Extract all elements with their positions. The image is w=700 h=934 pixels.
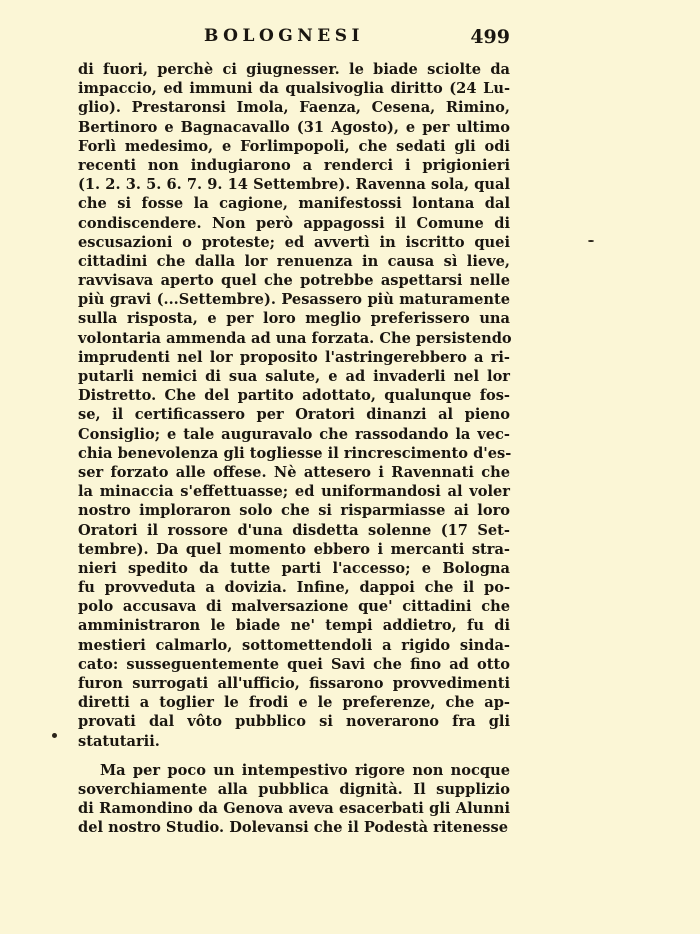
text-line: Ma per poco un intempestivo rigore non nocque: [100, 761, 510, 779]
text-line: sulla risposta, e per loro meglio preferissero una: [78, 310, 510, 328]
paragraph-1: [78, 60, 510, 751]
ink-speck: [52, 733, 57, 738]
text-line: volontaria ammenda ad una forzata. Che persistendo: [78, 329, 512, 347]
text-line: che si fosse la cagione, manifestossi lontana dal: [78, 195, 510, 213]
page-number: 499: [470, 26, 510, 48]
text-line: Oratori il rossore d'una disdetta solenne (17 Set-: [78, 521, 510, 539]
text-line: del nostro Studio. Dolevansi che il Podestà ritenesse: [78, 819, 509, 837]
text-line: mestieri calmarlo, sottomettendoli a rigido sinda-: [78, 636, 510, 654]
paragraph-2: [78, 761, 510, 838]
text-line: statutarii.: [78, 732, 160, 750]
text-line: soverchiamente alla pubblica dignità. Il supplizio: [78, 780, 510, 798]
text-line: glio). Prestaronsi Imola, Faenza, Cesena, Rimino,: [78, 99, 510, 117]
text-line: più gravi (...Settembre). Pesassero più maturamente: [78, 291, 510, 309]
text-line: cittadini che dalla lor renuenza in causa sì lieve,: [78, 252, 510, 270]
text-line: nieri spedito da tutte parti l'accesso; e Bologna: [78, 559, 510, 577]
page-header: [80, 26, 510, 54]
text-line: furon surrogati all'ufficio, fissarono provvedimenti: [78, 675, 510, 692]
text-line: diretti a toglier le frodi e le preferenze, che ap-: [78, 694, 510, 712]
text-line: impaccio, ed immuni da qualsivoglia diritto (24 Lu-: [78, 80, 510, 98]
text-line: tembre). Da quel momento ebbero i mercanti stra-: [78, 540, 510, 558]
text-line: di Ramondino da Genova aveva esacerbati gli Alunni: [78, 800, 510, 818]
text-line: Distretto. Che del partito adottato, qualunque fos-: [78, 387, 510, 405]
text-line: recenti non indugiarono a renderci i prigionieri: [78, 156, 510, 174]
text-line: cato: susseguentemente quei Savi che fino ad otto: [78, 655, 510, 673]
text-line: se, il certificassero per Oratori dinanzi al pieno: [78, 406, 510, 424]
text-line: putarli nemici di sua salute, e ad invaderli nel lor: [78, 368, 510, 385]
text-line: imprudenti nel lor proposito l'astringerebbero a ri-: [78, 348, 510, 366]
text-line: nostro imploraron solo che si risparmiasse ai loro: [78, 502, 510, 520]
text-line: condiscendere. Non però appagossi il Comune di: [78, 214, 510, 232]
text-line: fu provveduta a dovizia. Infine, dappoi che il po-: [78, 579, 510, 597]
body-text: [78, 60, 510, 838]
paragraph-gap: [78, 751, 510, 761]
text-line: escusazioni o proteste; ed avvertì in iscritto quei: [78, 233, 510, 251]
text-line: la minaccia s'effettuasse; ed uniformandosi al voler: [78, 483, 510, 501]
text-line: chia benevolenza gli togliesse il rincrescimento d'es-: [78, 444, 512, 462]
text-line: Forlì medesimo, e Forlimpopoli, che sedati gli odi: [78, 137, 510, 155]
text-line: polo accusava di malversazione que' cittadini che: [78, 598, 510, 616]
text-line: Consiglio; e tale auguravalo che rassodando la vec-: [78, 425, 510, 443]
text-line: Bertinoro e Bagnacavallo (31 Agosto), e per ultimo: [78, 118, 510, 136]
text-line: ravvisava aperto quel che potrebbe aspettarsi nelle: [78, 272, 510, 290]
text-line: amministraron le biade ne' tempi addietro, fu di: [78, 617, 510, 635]
text-line: ser forzato alle offese. Nè attesero i Ravennati che: [78, 463, 510, 481]
text-line: (1. 2. 3. 5. 6. 7. 9. 14 Settembre). Ravenna sola, qual: [78, 176, 510, 194]
text-line: provati dal vôto pubblico si noverarono fra gli: [78, 713, 510, 731]
ink-speck: [588, 240, 594, 242]
running-title: BOLOGNESI: [204, 26, 364, 46]
text-line: di fuori, perchè ci giugnesser. le biade sciolte da: [78, 61, 510, 78]
